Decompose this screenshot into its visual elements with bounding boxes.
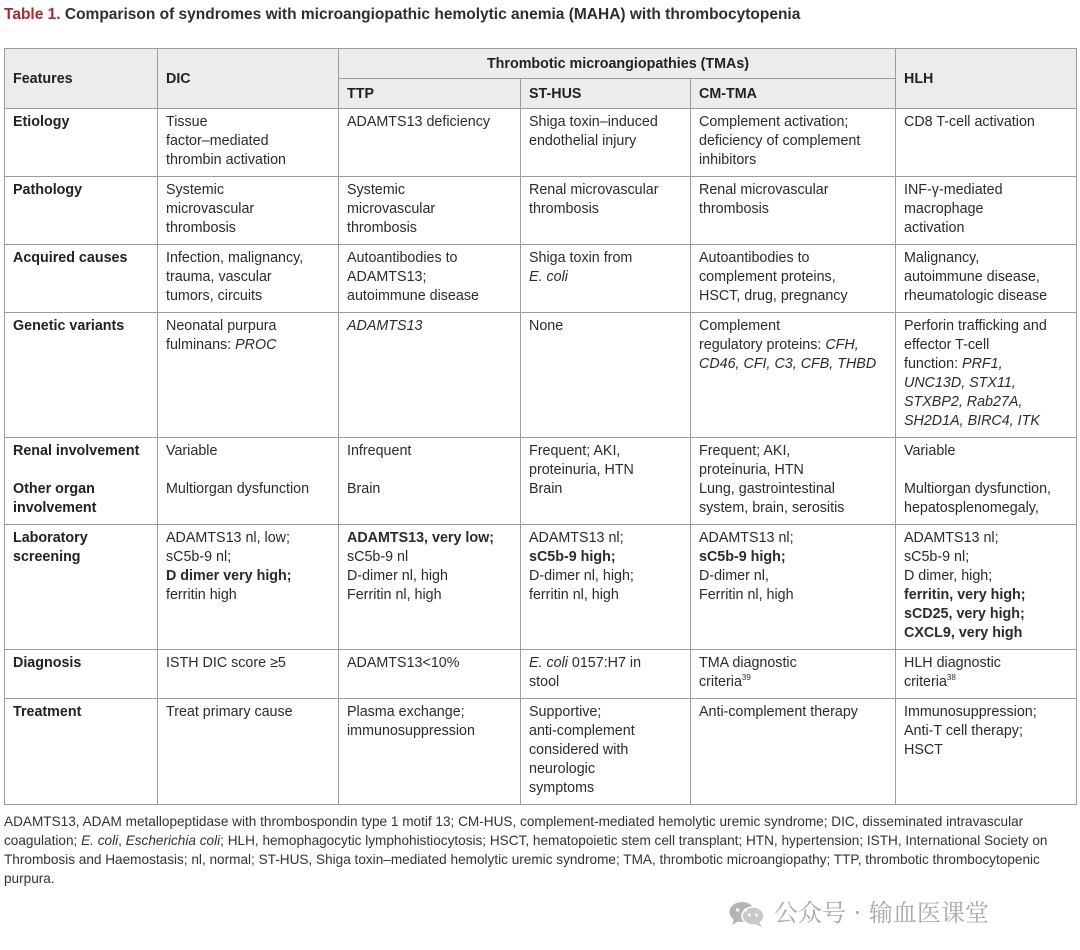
cell-pathology-hlh: INF-γ-mediated macrophage activation — [896, 177, 1077, 245]
feature-lab: Laboratory screening — [5, 525, 158, 650]
feature-etiology: Etiology — [5, 109, 158, 177]
cell-etiology-hlh: CD8 T-cell activation — [896, 109, 1077, 177]
table-row — [5, 109, 1077, 177]
table-row — [5, 650, 1077, 699]
feature-treatment: Treatment — [5, 699, 158, 805]
cell-etiology-dic: Tissue factor–mediated thrombin activation — [158, 109, 339, 177]
cell-diagnosis-ttp: ADAMTS13<10% — [339, 650, 521, 699]
cell-treatment-sthus: Supportive; anti-complement considered with neurologic symptoms — [521, 699, 691, 805]
header-cmtma: CM-TMA — [691, 79, 896, 109]
cell-treatment-hlh: Immunosuppression; Anti-T cell therapy; HSCT — [896, 699, 1077, 805]
cell-pathology-cmtma: Renal microvascular thrombosis — [691, 177, 896, 245]
feature-genetic: Genetic variants — [5, 313, 158, 438]
cell-acquired-sthus: Shiga toxin from E. coli — [521, 245, 691, 313]
table-row — [5, 313, 1077, 438]
cell-pathology-ttp: Systemic microvascular thrombosis — [339, 177, 521, 245]
table-row — [5, 177, 1077, 245]
watermark-text: 公众号 · 输血医课堂 — [774, 899, 989, 927]
cell-lab-sthus: ADAMTS13 nl; sC5b-9 high; D-dimer nl, high; ferritin nl, high — [521, 525, 691, 650]
header-features: Features — [5, 49, 158, 109]
cell-etiology-ttp: ADAMTS13 deficiency — [339, 109, 521, 177]
cell-acquired-hlh: Malignancy, autoimmune disease, rheumatologic disease — [896, 245, 1077, 313]
cell-organ-cmtma: Frequent; AKI, proteinuria, HTN Lung, gastrointestinal system, brain, serositis — [691, 438, 896, 525]
cell-genetic-ttp: ADAMTS13 — [339, 313, 521, 438]
cell-genetic-hlh: Perforin trafficking and effector T-cell function: PRF1, UNC13D, STX11, STXBP2, Rab27A, SH2D1A, BIRC4, ITK — [896, 313, 1077, 438]
cell-genetic-dic: Neonatal purpura fulminans: PROC — [158, 313, 339, 438]
cell-acquired-ttp: Autoantibodies to ADAMTS13; autoimmune disease — [339, 245, 521, 313]
cell-diagnosis-hlh: HLH diagnostic criteria$^{38}$ — [896, 650, 1077, 699]
cell-lab-hlh: ADAMTS13 nl; sC5b-9 nl; D dimer, high; ferritin, very high; sCD25, very high; CXCL9, very high — [896, 525, 1077, 650]
cell-acquired-cmtma: Autoantibodies to complement proteins, HSCT, drug, pregnancy — [691, 245, 896, 313]
header-dic: DIC — [158, 49, 339, 109]
feature-diagnosis: Diagnosis — [5, 650, 158, 699]
cell-etiology-cmtma: Complement activation; deficiency of complement inhibitors — [691, 109, 896, 177]
comparison-table — [4, 48, 1077, 805]
feature-organ-involvement: Renal involvement Other organ involvement — [5, 438, 158, 525]
cell-diagnosis-sthus: E. coli 0157:H7 in stool — [521, 650, 691, 699]
cell-organ-dic: Variable Multiorgan dysfunction — [158, 438, 339, 525]
cell-lab-ttp: ADAMTS13, very low; sC5b-9 nl D-dimer nl, high Ferritin nl, high — [339, 525, 521, 650]
table-row — [5, 525, 1077, 650]
watermark — [728, 893, 989, 928]
header-sthus: ST-HUS — [521, 79, 691, 109]
cell-diagnosis-cmtma: TMA diagnostic criteria$^{39}$ — [691, 650, 896, 699]
wechat-icon — [728, 900, 766, 928]
cell-organ-hlh: Variable Multiorgan dysfunction, hepatosplenomegaly, — [896, 438, 1077, 525]
table-row — [5, 245, 1077, 313]
header-ttp: TTP — [339, 79, 521, 109]
header-hlh: HLH — [896, 49, 1077, 109]
cell-pathology-sthus: Renal microvascular thrombosis — [521, 177, 691, 245]
cell-organ-sthus: Frequent; AKI, proteinuria, HTN Brain — [521, 438, 691, 525]
cell-treatment-ttp: Plasma exchange; immunosuppression — [339, 699, 521, 805]
cell-lab-dic: ADAMTS13 nl, low; sC5b-9 nl; D dimer very high; ferritin high — [158, 525, 339, 650]
cell-lab-cmtma: ADAMTS13 nl; sC5b-9 high; D-dimer nl, Ferritin nl, high — [691, 525, 896, 650]
header-tma-group: Thrombotic microangiopathies (TMAs) — [339, 49, 896, 79]
table-row — [5, 699, 1077, 805]
table-caption — [4, 6, 800, 24]
cell-genetic-sthus: None — [521, 313, 691, 438]
feature-acquired: Acquired causes — [5, 245, 158, 313]
cell-etiology-sthus: Shiga toxin–induced endothelial injury — [521, 109, 691, 177]
cell-pathology-dic: Systemic microvascular thrombosis — [158, 177, 339, 245]
cell-acquired-dic: Infection, malignancy, trauma, vascular tumors, circuits — [158, 245, 339, 313]
cell-treatment-cmtma: Anti-complement therapy — [691, 699, 896, 805]
table-row — [5, 438, 1077, 525]
feature-pathology: Pathology — [5, 177, 158, 245]
table-number: Table 1. — [4, 6, 61, 23]
table-title: Comparison of syndromes with microangiopathic hemolytic anemia (MAHA) with thrombocytopenia — [64, 6, 801, 23]
table-footnote: ADAMTS13, ADAM metallopeptidase with thrombospondin type 1 motif 13; CM-HUS, complement-mediated hemolytic uremic syndrome; DIC, disseminated intravascular coagulation; E. coli, Escherichia coli; HLH, hemophagocytic lymphohistiocytosis; HSCT, hematopoietic stem cell transplant; HTN, hypertension; ISTH, International Society on Thrombosis and Haemostasis; nl, normal; ST-HUS, Shiga toxin–mediated hemolytic uremic syndrome; TMA, thrombotic microangiopathy; TTP, thrombotic thrombocytopenic purpura. — [4, 814, 1048, 886]
cell-diagnosis-dic: ISTH DIC score ≥5 — [158, 650, 339, 699]
cell-organ-ttp: Infrequent Brain — [339, 438, 521, 525]
cell-treatment-dic: Treat primary cause — [158, 699, 339, 805]
cell-genetic-cmtma: Complement regulatory proteins: CFH, CD46, CFI, C3, CFB, THBD — [691, 313, 896, 438]
